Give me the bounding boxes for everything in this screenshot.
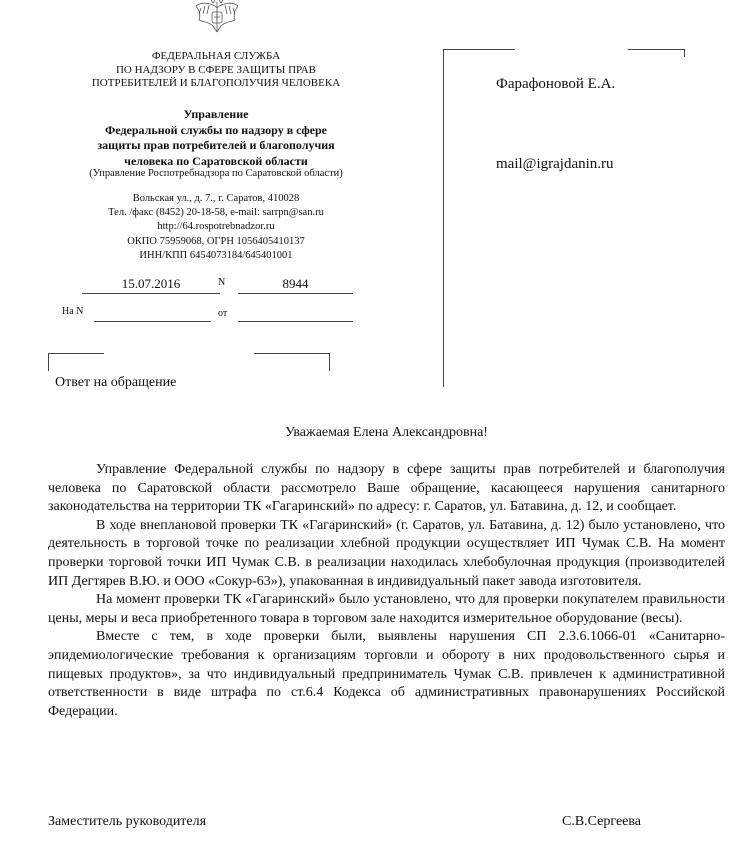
letter-body [48, 461, 725, 721]
incoming-number-label: На N [62, 306, 84, 317]
number-underline [238, 293, 353, 294]
letter-number: 8944 [282, 276, 309, 291]
dept-short-name: (Управление Роспотребнадзора по Саратовской области) [89, 168, 343, 179]
dept-line-4: человека по Саратовской области [124, 153, 308, 168]
body-paragraph-1: Управление Федеральной службы по надзору в сфере защиты прав потребителей и благополучия человека по Саратовской области рассмотрело Ваше обращение, касающееся нарушения санитарного законодательства на территории ТК «Гагаринский» по адресу: г. Саратов, ул. Батавина, д. 12, и сообщает. [48, 462, 725, 515]
coat-of-arms-emblem [193, 0, 241, 34]
okpo-ogrn: ОКПО 75959068, ОГРН 1056405410137 [127, 235, 305, 247]
recipient-name: Фарафоновой Е.А. [496, 76, 616, 92]
subject-corner-right-h [254, 353, 330, 354]
inn-kpp: ИНН/КПП 6454073184/645401001 [139, 249, 293, 261]
dept-line-3: защиты прав потребителей и благополучия [97, 138, 335, 152]
website: http://64.rospotrebnadzor.ru [157, 221, 275, 233]
org-line-1: ФЕДЕРАЛЬНАЯ СЛУЖБА [151, 50, 281, 62]
incoming-date-underline [238, 321, 353, 322]
body-paragraph-3: На момент проверки ТК «Гагаринский» было установлено, что для проверки покупателем правильности цены, меры и веса приобретенного товара в торговом зале находится измерительное оборудование (весы). [48, 592, 725, 626]
recipient-corner-right-v [684, 49, 685, 57]
signatory-name: С.В.Сергеева [562, 814, 642, 829]
incoming-number-underline [94, 321, 211, 322]
org-line-3: ПОТРЕБИТЕЛЕЙ И БЛАГОПОЛУЧИЯ ЧЕЛОВЕКА [91, 77, 341, 90]
subject-corner-left-v [48, 353, 49, 371]
subject-line: Ответ на обращение [55, 375, 177, 390]
phone-email: Тел. /факс (8452) 20-18-58, e-mail: sarrpn@san.ru [108, 207, 324, 219]
body-paragraph-2: В ходе внеплановой проверки ТК «Гагаринский» (г. Саратов, ул. Батавина, д. 12) было установлено, что деятельность в торговой точке по реализации хлебной продукции осуществляет ИП Чумак С.В. На момент проверки торговой точки ИП Чумак С.В. в реализации находилась хлебобулочная продукция (производителей ИП Дегтярев В.Ю. и ООО «Сокур-63»), упакованная в индивидуальный пакет завода изготовителя. [48, 517, 725, 589]
dept-header [60, 107, 372, 169]
contacts-block [60, 192, 372, 263]
number-label: N [218, 277, 226, 288]
dept-line-1: Управление [183, 107, 249, 121]
subject-corner-right-v [329, 353, 330, 371]
recipient-corner-left-h [443, 49, 515, 50]
address: Вольская ул., д. 7., г. Саратов, 410028 [132, 193, 300, 204]
recipient-corner-right-h [628, 49, 684, 50]
org-header [60, 50, 372, 91]
greeting: Уважаемая Елена Александровна! [285, 425, 488, 440]
recipient-email: mail@igrajdanin.ru [496, 156, 614, 172]
dept-line-2: Федеральной службы по надзору в сфере [105, 122, 327, 137]
letter-date: 15.07.2016 [121, 276, 181, 291]
body-paragraph-4: Вместе с тем, в ходе проверки были, выявлены нарушения СП 2.3.6.1066-01 «Санитарно-эпидемиологические требования к организациям торговли и обороту в них продовольственного сырья и пищевых продуктов», за что индивидуальный предприниматель Чумак С.В. привлечен к административной ответственности в виде штрафа по ст.6.4 Кодекса об административных правонарушениях Российской Федерации. [48, 629, 725, 719]
signatory-position: Заместитель руководителя [48, 814, 207, 829]
subject-corner-left-h [48, 353, 104, 354]
recipient-corner-left-v [443, 49, 444, 387]
org-line-2: ПО НАДЗОРУ В СФЕРЕ ЗАЩИТЫ ПРАВ [115, 63, 317, 76]
date-underline [82, 293, 220, 294]
incoming-date-label: от [218, 308, 228, 319]
